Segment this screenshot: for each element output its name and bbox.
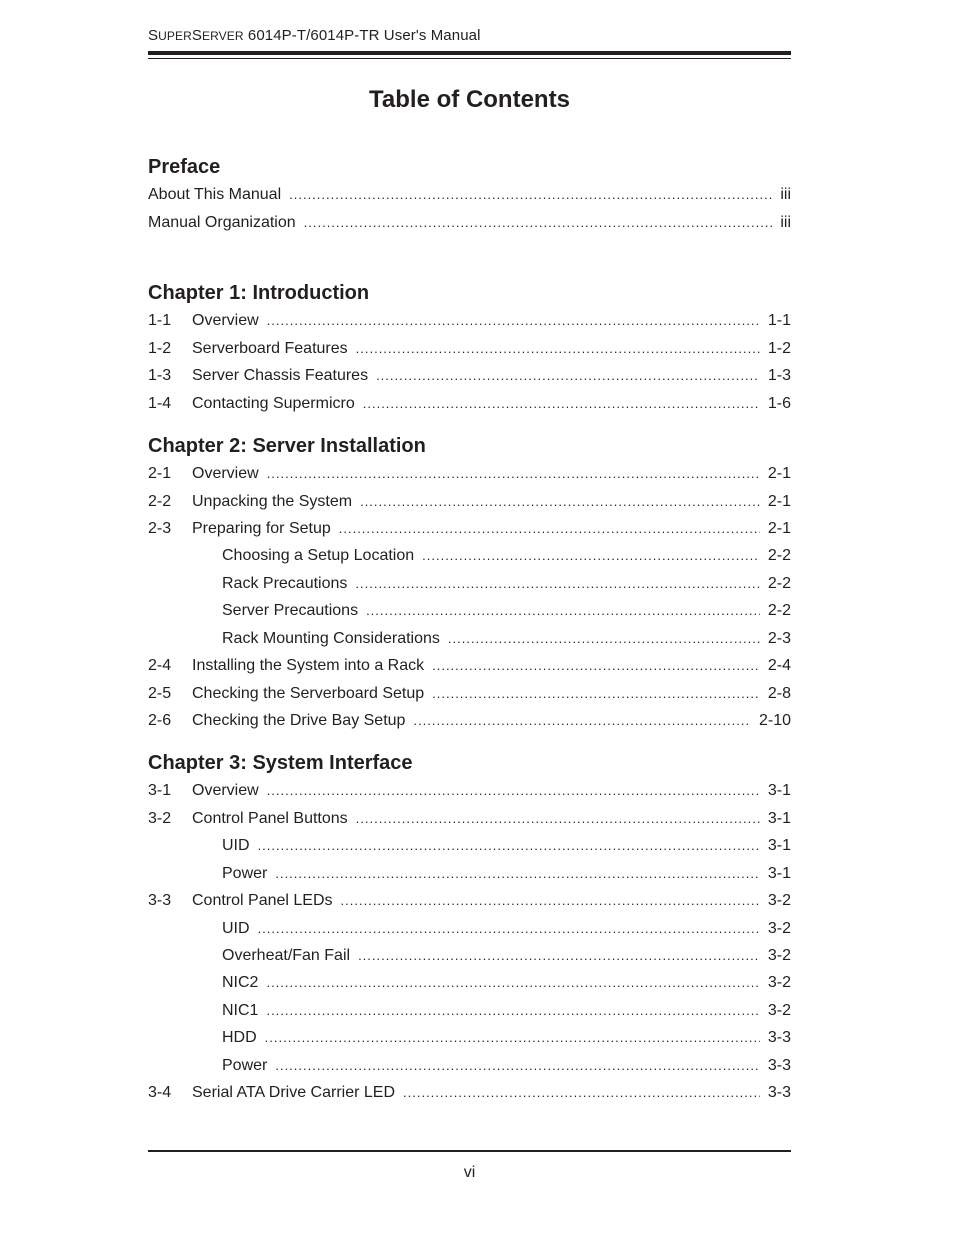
dot-leader: [275, 1058, 760, 1073]
toc-entry[interactable]: 2-4 Installing the System into a Rack ..... 2-4: [148, 657, 791, 679]
section-heading-preface: Preface: [148, 156, 221, 178]
header-rule-thin: [148, 58, 791, 59]
toc-subentry[interactable]: NIC1 ..... 3-2: [148, 1002, 791, 1024]
dot-leader: [356, 811, 760, 826]
toc-entry[interactable]: 2-6 Checking the Drive Bay Setup ..... 2-10: [148, 712, 791, 734]
dot-leader: [356, 341, 760, 356]
dot-leader: [366, 603, 760, 618]
toc-subentry[interactable]: HDD ..... 3-3: [148, 1029, 791, 1051]
section-heading-chapter-1: Chapter 1: Introduction: [148, 282, 370, 304]
toc-entry[interactable]: 3-4 Serial ATA Drive Carrier LED ..... 3-3: [148, 1084, 791, 1106]
dot-leader: [360, 494, 760, 509]
section-heading-chapter-3: Chapter 3: System Interface: [148, 752, 413, 774]
toc-entry[interactable]: 1-1 Overview ..... 1-1: [148, 312, 791, 334]
toc-subentry[interactable]: Server Precautions ..... 2-2: [148, 602, 791, 624]
page-number: vi: [463, 1164, 476, 1181]
toc-subentry[interactable]: Power ..... 3-3: [148, 1057, 791, 1079]
toc-subentry[interactable]: Power ..... 3-1: [148, 865, 791, 887]
dot-leader: [267, 783, 760, 798]
section-heading-chapter-2: Chapter 2: Server Installation: [148, 435, 426, 457]
footer-rule: [148, 1150, 791, 1152]
dot-leader: [448, 631, 760, 646]
dot-leader: [363, 396, 760, 411]
dot-leader: [258, 921, 760, 936]
dot-leader: [267, 313, 760, 328]
toc-entry[interactable]: 2-1 Overview ..... 2-1: [148, 465, 791, 487]
header-rule-thick: [148, 51, 791, 55]
dot-leader: [432, 686, 760, 701]
toc-subentry[interactable]: Overheat/Fan Fail ..... 3-2: [148, 947, 791, 969]
toc-entry[interactable]: Manual Organization ..... iii: [148, 214, 791, 236]
toc-subentry[interactable]: NIC2 ..... 3-2: [148, 974, 791, 996]
toc-subentry[interactable]: Rack Mounting Considerations ..... 2-3: [148, 630, 791, 652]
dot-leader: [275, 866, 760, 881]
toc-subentry[interactable]: UID ..... 3-2: [148, 920, 791, 942]
toc-subentry[interactable]: Choosing a Setup Location ..... 2-2: [148, 547, 791, 569]
dot-leader: [289, 187, 772, 202]
dot-leader: [265, 1030, 760, 1045]
dot-leader: [403, 1085, 760, 1100]
dot-leader: [267, 466, 760, 481]
dot-leader: [339, 521, 760, 536]
dot-leader: [355, 576, 759, 591]
dot-leader: [266, 1003, 759, 1018]
running-header: SUPERSERVER 6014P-T/6014P-TR User's Manual: [148, 27, 481, 44]
toc-entry[interactable]: 1-2 Serverboard Features ..... 1-2: [148, 340, 791, 362]
toc-subentry[interactable]: Rack Precautions ..... 2-2: [148, 575, 791, 597]
toc-entry[interactable]: 2-2 Unpacking the System ..... 2-1: [148, 493, 791, 515]
dot-leader: [258, 838, 760, 853]
toc-entry[interactable]: 2-3 Preparing for Setup ..... 2-1: [148, 520, 791, 542]
dot-leader: [376, 368, 760, 383]
toc-entry[interactable]: 3-2 Control Panel Buttons ..... 3-1: [148, 810, 791, 832]
toc-subentry[interactable]: UID ..... 3-1: [148, 837, 791, 859]
dot-leader: [304, 215, 773, 230]
toc-entry[interactable]: 3-3 Control Panel LEDs ..... 3-2: [148, 892, 791, 914]
dot-leader: [422, 548, 760, 563]
page-title: Table of Contents: [369, 86, 570, 113]
toc-entry[interactable]: 1-3 Server Chassis Features ..... 1-3: [148, 367, 791, 389]
dot-leader: [266, 975, 759, 990]
dot-leader: [341, 893, 760, 908]
dot-leader: [358, 948, 760, 963]
toc-entry[interactable]: About This Manual ..... iii: [148, 186, 791, 208]
toc-entry[interactable]: 2-5 Checking the Serverboard Setup ..... 2-8: [148, 685, 791, 707]
dot-leader: [432, 658, 760, 673]
toc-entry[interactable]: 1-4 Contacting Supermicro ..... 1-6: [148, 395, 791, 417]
dot-leader: [413, 713, 751, 728]
toc-entry[interactable]: 3-1 Overview ..... 3-1: [148, 782, 791, 804]
